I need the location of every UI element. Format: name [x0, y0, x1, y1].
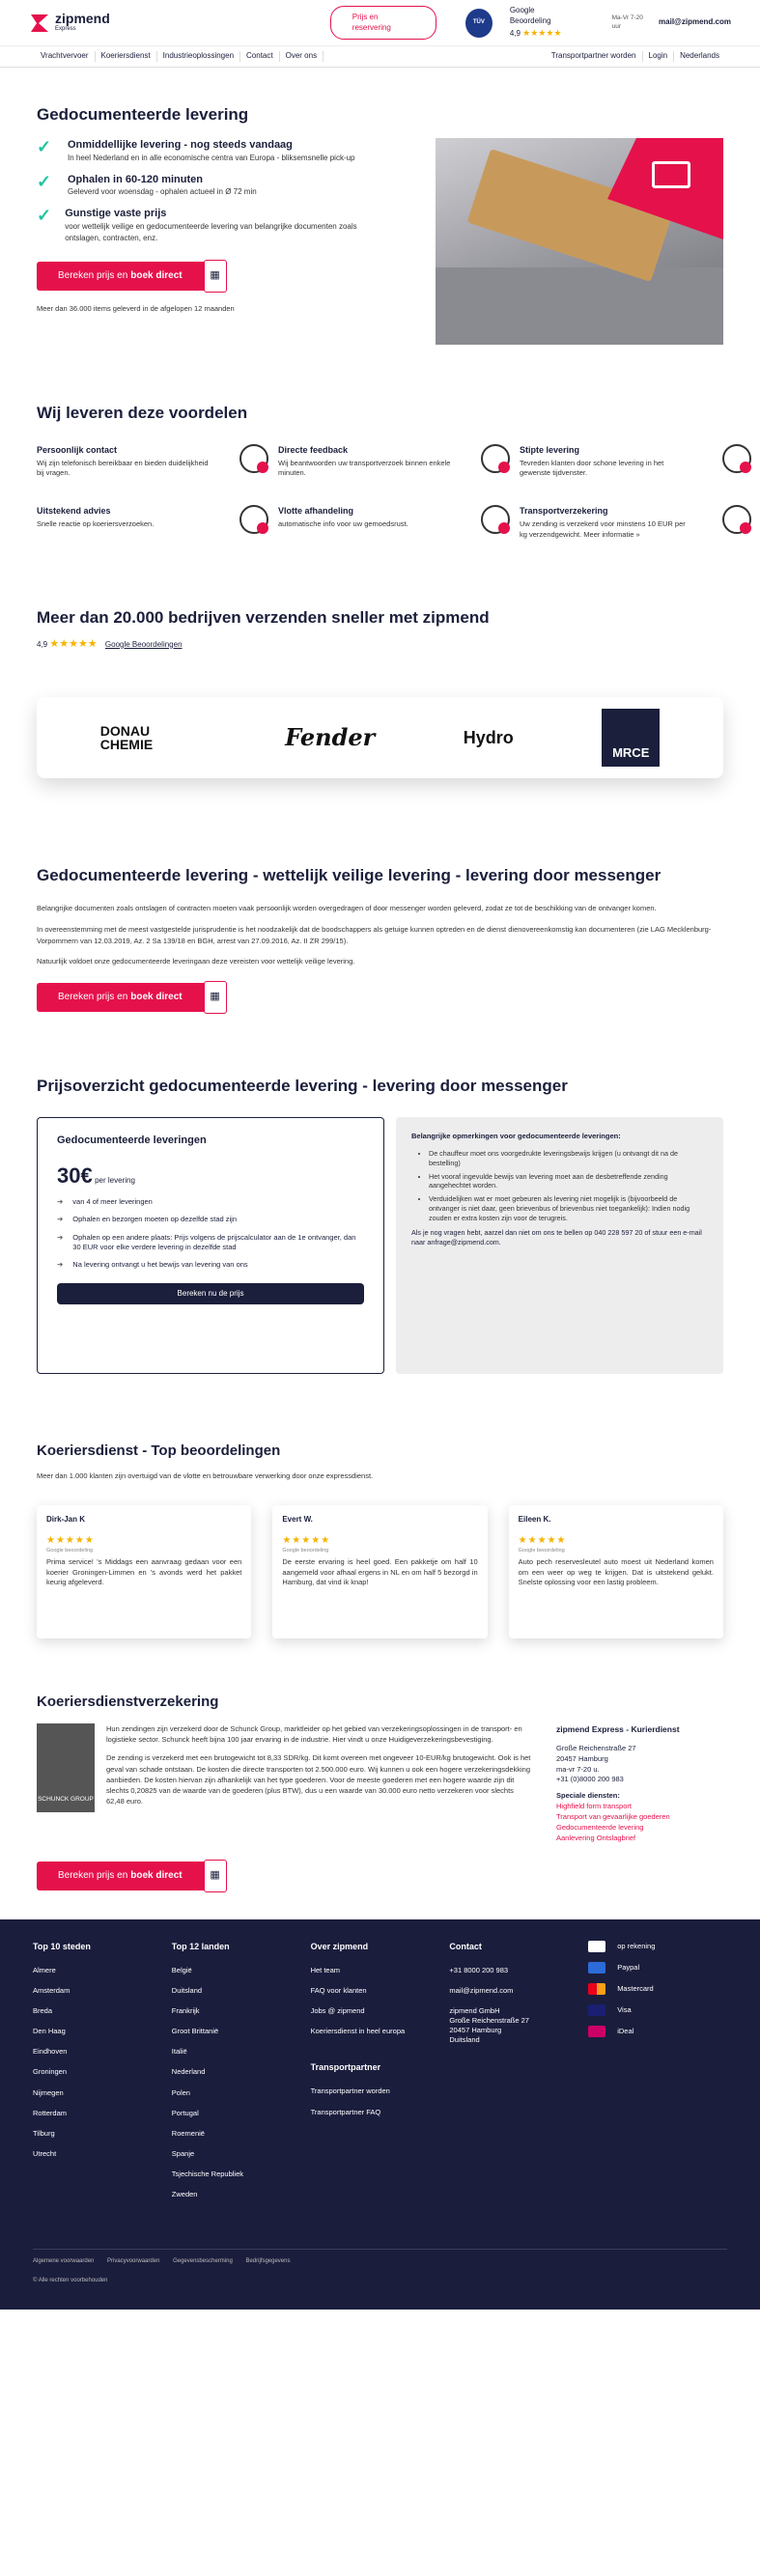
pricing-card-title: Gedocumenteerde leveringen	[57, 1134, 207, 1146]
advantage-text: Wij beantwoorden uw transportverzoek binnen enkele minuten.	[278, 459, 451, 478]
hero-feature	[37, 173, 392, 199]
cta-label: Bereken prijs en	[58, 1869, 128, 1881]
review-text: Prima service! 's Middags een aanvraag gedaan voor een koerier Groningen-Limmen en 's avonds werd het pakket keurig afgeleverd.	[46, 1557, 242, 1586]
notes-contact[interactable]: Als je nog vragen hebt, aarzel dan niet om ons te bellen op 040 228 597 20 of stuur een e-mail naar anfrage@zipmend.com.	[411, 1228, 702, 1247]
page-title: Gedocumenteerde levering	[37, 105, 249, 124]
insurance-paragraph: De zending is verzekerd met een brutogewicht tot 8,33 SDR/kg. Dit komt overeen met ongeveer 10-EUR/kg brutogewicht. Ook is het geval van schade ontstaan. De kosten die directe transporten tot 2.500.000 euro. Wij kunnen u ook een hogere verzekeringsdekking aanbieden. De kosten hiervan zijn afhankelijk van het type goederen. Voor de meeste goederen met een hogere waarde zijn dit slechts 0,20825 van de waarde van de goederen (plus BTW), dus u een waarde van 30.000 euro netto verzekeren voor slechts 62,48 euro.	[106, 1753, 531, 1806]
review-text: Auto pech reservesleutel auto moest uit Nederland komen om een weer op weg te krijgen. Dat is uitstekend gelukt. Snelste oplossing voor een lastig probleem.	[518, 1557, 714, 1586]
insurance-section	[0, 1693, 760, 1890]
footer-link[interactable]: Koeriersdienst in heel europa	[310, 2027, 406, 2036]
nav-contact[interactable]: Contact	[240, 51, 280, 62]
footer-link[interactable]: België	[171, 1965, 192, 1974]
legal-title: Gedocumenteerde levering - wettelijk veilige levering - levering door messenger	[37, 866, 661, 885]
header-email-link[interactable]: mail@zipmend.com	[659, 17, 731, 27]
google-rating-label: Google Beoordeling	[509, 6, 551, 26]
note-item: • Verduidelijken wat er moet gebeuren als levering niet mogelijk is (bijvoorbeeld de ontvanger is niet daar, geen brievenbus of brievenbus niet toegankelijk): Indien nodig zouden er extra kosten zijn voor de terugreis.	[429, 1194, 708, 1222]
footer-col-countries	[172, 1941, 311, 2211]
footer-col-about	[311, 1941, 450, 2211]
nav-vrachtvervoer[interactable]: Vrachtvervoer	[35, 51, 96, 62]
feature-title: Ophalen in 60-120 minuten	[68, 173, 203, 185]
footer-link[interactable]: Groot Brittanië	[171, 2027, 219, 2036]
trust-rating-value: 4,9	[37, 639, 48, 649]
footer-col-title: Contact	[449, 1941, 482, 1951]
advantage-item	[520, 444, 751, 478]
reviews-title: Koeriersdienst - Top beoordelingen	[37, 1442, 281, 1459]
reviewer-name: Evert W.	[282, 1514, 313, 1524]
footer-link[interactable]: Nederland	[171, 2067, 206, 2077]
footer-legal-link[interactable]: Gegevensbescherming	[173, 2257, 233, 2264]
arrow-right-icon: ➔	[57, 1215, 64, 1224]
top-header	[0, 0, 760, 46]
footer-link[interactable]: Tilburg	[33, 2128, 55, 2138]
trust-title: Meer dan 20.000 bedrijven verzenden sneller met zipmend	[37, 607, 490, 627]
footer-phone-link[interactable]: +31 8000 200 983	[449, 1965, 509, 1974]
service-link[interactable]: Gedocumenteerde levering	[556, 1822, 644, 1832]
footer-col-title: Over zipmend	[310, 1941, 369, 1951]
pricing-notes	[396, 1117, 723, 1374]
nav-industrie[interactable]: Industrieoplossingen	[157, 51, 240, 62]
advantages-section	[0, 403, 760, 540]
footer-link[interactable]: Polen	[171, 2087, 190, 2097]
review-card	[509, 1505, 723, 1638]
footer-legal-link[interactable]: Privacyvoorwaarden	[107, 2257, 160, 2264]
insurance-title: Koeriersdienstverzekering	[37, 1693, 219, 1710]
nav-transportpartner[interactable]: Transportpartner worden	[546, 51, 643, 62]
star-icon: ★★★★★	[49, 637, 98, 650]
reviewer-name: Eileen K.	[518, 1514, 551, 1524]
google-rating[interactable]	[510, 6, 574, 39]
footer-link[interactable]: Groningen	[33, 2067, 68, 2077]
company-info	[556, 1723, 680, 1844]
footer-link[interactable]: Den Haag	[33, 2027, 66, 2036]
footer-col-title: Top 10 steden	[33, 1941, 91, 1951]
site-footer	[0, 1919, 760, 2310]
paypal-icon	[588, 1962, 605, 1974]
footer-email-link[interactable]: mail@zipmend.com	[449, 1985, 514, 1995]
fender-logo: Fender	[285, 723, 376, 752]
footer-col-cities	[33, 1941, 172, 2211]
calculator-icon: ▦	[204, 981, 227, 1014]
footer-link[interactable]: Het team	[310, 1965, 341, 1974]
pricing-title: Prijsoverzicht gedocumenteerde levering - levering door messenger	[37, 1076, 568, 1095]
nav-over-ons[interactable]: Over ons	[280, 51, 324, 62]
footer-link[interactable]: Portugal	[171, 2108, 199, 2117]
brand-sub: Express	[55, 26, 76, 33]
opening-hours: Ma-Vr 7-20 uur	[611, 14, 643, 30]
cta-label-bold: boek direct	[130, 992, 183, 1003]
advantage-text[interactable]: Uw zending is verzekerd voor minstens 10 EUR per kg verzendgewicht. Meer informatie »	[520, 519, 686, 539]
feature-title: Onmiddellijke levering - nog steeds vandaag	[68, 138, 293, 151]
service-link[interactable]: Transport van gevaarlijke goederen	[556, 1812, 670, 1822]
advantage-text: automatische info voor uw gemoedsrust.	[278, 519, 408, 529]
address-line: Große Reichenstraße 27	[556, 1743, 636, 1752]
calculate-now-button[interactable]: Bereken nu de prijs	[57, 1283, 364, 1304]
review-card	[37, 1505, 251, 1638]
advantage-item	[37, 505, 268, 539]
footer-link[interactable]: Jobs @ zipmend	[310, 2006, 365, 2016]
legal-paragraph: In overeenstemming met de meest vastgestelde jurisprudentie is het noodzakelijk dat de boodschappers als getuige kunnen optreden en de dienst dienovereenkomstig kan documenteren (zie LAG Mecklenburg-Vorpommern van 12.03.2019, Az. 2 Sa 139/18 en BGH, arrest van 27.09.2016, Az. II ZR 299/15).	[37, 925, 712, 945]
pricing-item: ➔ Ophalen en bezorgen moeten op dezelfde stad zijn	[57, 1215, 237, 1224]
chat-bubble-icon	[239, 505, 268, 534]
cta-label: Bereken prijs en	[58, 992, 128, 1003]
service-link[interactable]: Aanlevering Ontslagbrief	[556, 1833, 636, 1842]
thumbs-up-icon	[481, 444, 510, 473]
footer-legal-link[interactable]: Bedrijfsgegevens	[245, 2257, 291, 2264]
hero-section	[0, 104, 760, 345]
legal-paragraph: Belangrijke documenten zoals ontslagen of contracten moeten vaak persoonlijk worden overgedragen of door messenger worden geleverd, zodat ze tot de beschikking van de ontvanger komen.	[37, 904, 657, 913]
calculate-price-button[interactable]	[37, 262, 221, 291]
footer-link[interactable]: Nijmegen	[33, 2087, 64, 2097]
notes-title: Belangrijke opmerkingen voor gedocumenteerde leveringen:	[411, 1131, 621, 1140]
brand-logo[interactable]	[29, 12, 110, 33]
feature-text: In heel Nederland en in alle economische centra van Europa - bliksemsnelle pick-up	[68, 153, 355, 162]
advantage-item	[520, 505, 751, 539]
footer-link[interactable]: Tsjechische Republiek	[171, 2170, 244, 2179]
footer-col-title: Transportpartner	[310, 2062, 381, 2073]
main-nav	[0, 46, 760, 68]
check-icon: ✓	[37, 136, 52, 156]
legal-paragraph: Natuurlijk voldoet onze gedocumenteerde leveringaan deze vereisten voor wettelijk veilige levering.	[37, 957, 355, 966]
advantage-text: Tevreden klanten door schone levering in het gewenste tijdvenster.	[520, 459, 664, 478]
copyright: © Alle rechten voorbehouden	[33, 2277, 108, 2283]
advantage-title: Vlotte afhandeling	[278, 506, 354, 517]
trust-section	[0, 607, 760, 652]
hero-image	[436, 138, 723, 345]
nav-language-select[interactable]: Nederlands	[680, 51, 719, 61]
advantage-text: Snelle reactie op koeriersverzoeken.	[37, 519, 155, 529]
footer-payment-methods: op rekening Paypal Mastercard Visa iDeal	[588, 1941, 727, 2211]
footer-link[interactable]: Frankrijk	[171, 2006, 200, 2016]
arrow-right-icon: ➔	[57, 1197, 64, 1207]
calculate-price-button[interactable]	[37, 983, 221, 1012]
google-rating-value: 4,9	[509, 28, 521, 38]
calculate-price-button[interactable]	[37, 1862, 221, 1890]
advantage-item	[278, 444, 510, 478]
footer-address-line: Duitsland	[449, 2035, 480, 2045]
advantage-title: Uitstekend advies	[37, 506, 111, 517]
google-reviews-link[interactable]: Google Beoordelingen	[104, 639, 183, 649]
star-icon: ★★★★★	[46, 1535, 95, 1547]
service-link[interactable]: Highfield form transport	[556, 1802, 632, 1811]
insurance-paragraph: Hun zendingen zijn verzekerd door de Schunck Group, marktleider op het gebied van verzekeringsoplossingen in de transport- en logistieke sector. Schunck heeft bijna 100 jaar ervaring in de industrie. Hier vindt u onze Huidigeverzekeringsbevestiging.	[106, 1723, 522, 1745]
price-value: 30€	[57, 1162, 93, 1188]
advantage-item	[278, 505, 510, 539]
footer-link[interactable]: Almere	[33, 1965, 56, 1974]
review-source: Google beoordeling	[282, 1547, 329, 1554]
footer-address-line: zipmend GmbH	[449, 2006, 500, 2016]
footer-link[interactable]: Italië	[171, 2047, 187, 2057]
pricing-section	[0, 1076, 760, 1374]
footer-link[interactable]: Eindhoven	[33, 2047, 68, 2057]
customer-logos	[37, 697, 723, 778]
star-icon: ★★★★★	[522, 27, 562, 38]
note-item: • De chauffeur moet ons voorgedrukte leveringsbewijs krijgen (u ontvangt dit na de bestelling)	[429, 1149, 708, 1167]
pricing-item: ➔ Na levering ontvangt u het bewijs van levering van ons	[57, 1259, 248, 1269]
feature-text: Geleverd voor woensdag - ophalen actueel in Ø 72 min	[68, 187, 257, 197]
cta-label-bold: boek direct	[130, 269, 183, 281]
footer-link[interactable]: FAQ voor klanten	[310, 1985, 367, 1995]
zipmend-logo-icon	[29, 13, 50, 34]
review-card	[272, 1505, 487, 1638]
footer-col-title: Top 12 landen	[171, 1941, 230, 1951]
footer-link[interactable]: Zweden	[171, 2190, 198, 2199]
donau-chemie-logo: DONAU CHEMIE	[99, 723, 154, 753]
feature-text: voor wettelijk veilige en gedocumenteerde levering van belangrijke documenten zoals ontslagen, contracten, enz.	[65, 222, 357, 242]
footer-address-line: Große Reichenstraße 27	[449, 2016, 529, 2026]
review-source: Google beoordeling	[46, 1547, 94, 1554]
address-line: 20457 Hamburg	[556, 1753, 608, 1763]
star-icon: ★★★★★	[518, 1535, 567, 1547]
advantage-title: Transportverzekering	[520, 506, 608, 517]
shield-check-icon	[722, 505, 751, 534]
footer-link[interactable]: Transportpartner worden	[310, 2086, 390, 2096]
advantage-item	[37, 444, 268, 478]
star-icon: ★★★★★	[282, 1535, 331, 1547]
cta-label: Bereken prijs en	[58, 269, 128, 281]
feature-title: Gunstige vaste prijs	[65, 208, 167, 220]
calculator-icon: ▦	[204, 1860, 227, 1892]
nav-koeriersdienst[interactable]: Koeriersdienst	[96, 51, 157, 62]
address-line: ma-vr 7-20 u.	[556, 1764, 600, 1774]
check-icon: ✓	[37, 206, 52, 226]
price-reservation-button[interactable]: Prijs en reservering	[330, 6, 436, 41]
review-source: Google beoordeling	[518, 1547, 565, 1554]
advantage-title: Stipte levering	[520, 444, 580, 455]
footer-link[interactable]: Rotterdam	[33, 2108, 68, 2117]
footer-link[interactable]: Breda	[33, 2006, 53, 2016]
footer-link[interactable]: Amsterdam	[33, 1985, 70, 1995]
hero-feature	[37, 207, 392, 243]
arrow-right-icon: ➔	[57, 1232, 64, 1242]
company-name: zipmend Express - Kurierdienst	[556, 1723, 680, 1734]
phone-link[interactable]: +31 (0)8000 200 983	[556, 1775, 624, 1784]
arrow-right-icon: ➔	[57, 1259, 64, 1269]
services-title: Speciale diensten:	[556, 1791, 620, 1801]
pricing-item: ➔ van 4 of meer leveringen	[57, 1197, 153, 1207]
hydro-logo: Hydro	[463, 728, 514, 748]
footer-link[interactable]: Transportpartner FAQ	[310, 2107, 381, 2116]
review-text: De eerste ervaring is heel goed. Een pakketje om half 10 aangemeld voor afhaal ergens in NL en om half 5 bezorgd in Hamburg, dat vind ik knap!	[282, 1557, 478, 1586]
advantage-title: Persoonlijk contact	[37, 444, 118, 455]
mrce-logo: MRCE	[602, 709, 660, 767]
footer-address-line: 20457 Hamburg	[449, 2026, 502, 2035]
support-agent-icon	[239, 444, 268, 473]
price-unit: per levering	[95, 1175, 135, 1185]
visa-icon	[588, 2004, 605, 2016]
invoice-icon	[588, 1941, 605, 1952]
hero-feature	[37, 138, 392, 164]
note-item: • Het vooraf ingevulde bewijs van levering moet aan de desbetreffende zending aangehechtet worden.	[429, 1172, 708, 1190]
reviewer-name: Dirk-Jan K	[46, 1514, 86, 1524]
advantage-text: Wij zijn telefonisch bereikbaar en bieden duidelijkheid bij vragen.	[37, 459, 209, 478]
ideal-icon	[588, 2026, 605, 2037]
cta-label-bold: boek direct	[130, 1869, 183, 1881]
advantage-title: Directe feedback	[278, 444, 349, 455]
footer-bottom	[33, 2257, 301, 2284]
pricing-card	[37, 1117, 384, 1374]
advantages-title: Wij leveren deze voordelen	[37, 403, 248, 422]
brand-name: zipmend	[55, 11, 110, 27]
pricing-item: ➔ Ophalen op een andere plaats: Prijs volgens de prijscalculator aan de 1e ontvanger, dan 30 EUR voor elke verdere levering in dezelfde stad	[57, 1232, 356, 1251]
footer-col-contact	[449, 1941, 588, 2211]
calculator-icon: ▦	[204, 260, 227, 293]
mastercard-icon	[588, 1983, 605, 1995]
footer-link[interactable]: Roemenië	[171, 2128, 205, 2138]
delivery-count-note: Meer dan 36.000 items geleverd in de afgelopen 12 maanden	[37, 303, 235, 313]
tuv-seal-icon: TÜV	[465, 9, 493, 38]
footer-link[interactable]: Spanje	[171, 2148, 195, 2158]
footer-link[interactable]: Duitsland	[171, 1985, 203, 1995]
stopwatch-icon	[722, 444, 751, 473]
map-pin-icon	[481, 505, 510, 534]
nav-login[interactable]: Login	[643, 51, 675, 62]
envelope-icon	[652, 161, 690, 188]
reviews-section	[0, 1442, 760, 1638]
reviews-subtitle: Meer dan 1.000 klanten zijn overtuigd van de vlotte en betrouwbare verwerking door onze expressdienst.	[37, 1471, 374, 1481]
check-icon: ✓	[37, 171, 52, 191]
footer-link[interactable]: Utrecht	[33, 2148, 57, 2158]
footer-legal-link[interactable]: Algemene voorwaarden	[33, 2257, 95, 2264]
legal-section	[0, 865, 760, 1011]
schunck-logo: SCHUNCK GROUP	[37, 1723, 95, 1812]
